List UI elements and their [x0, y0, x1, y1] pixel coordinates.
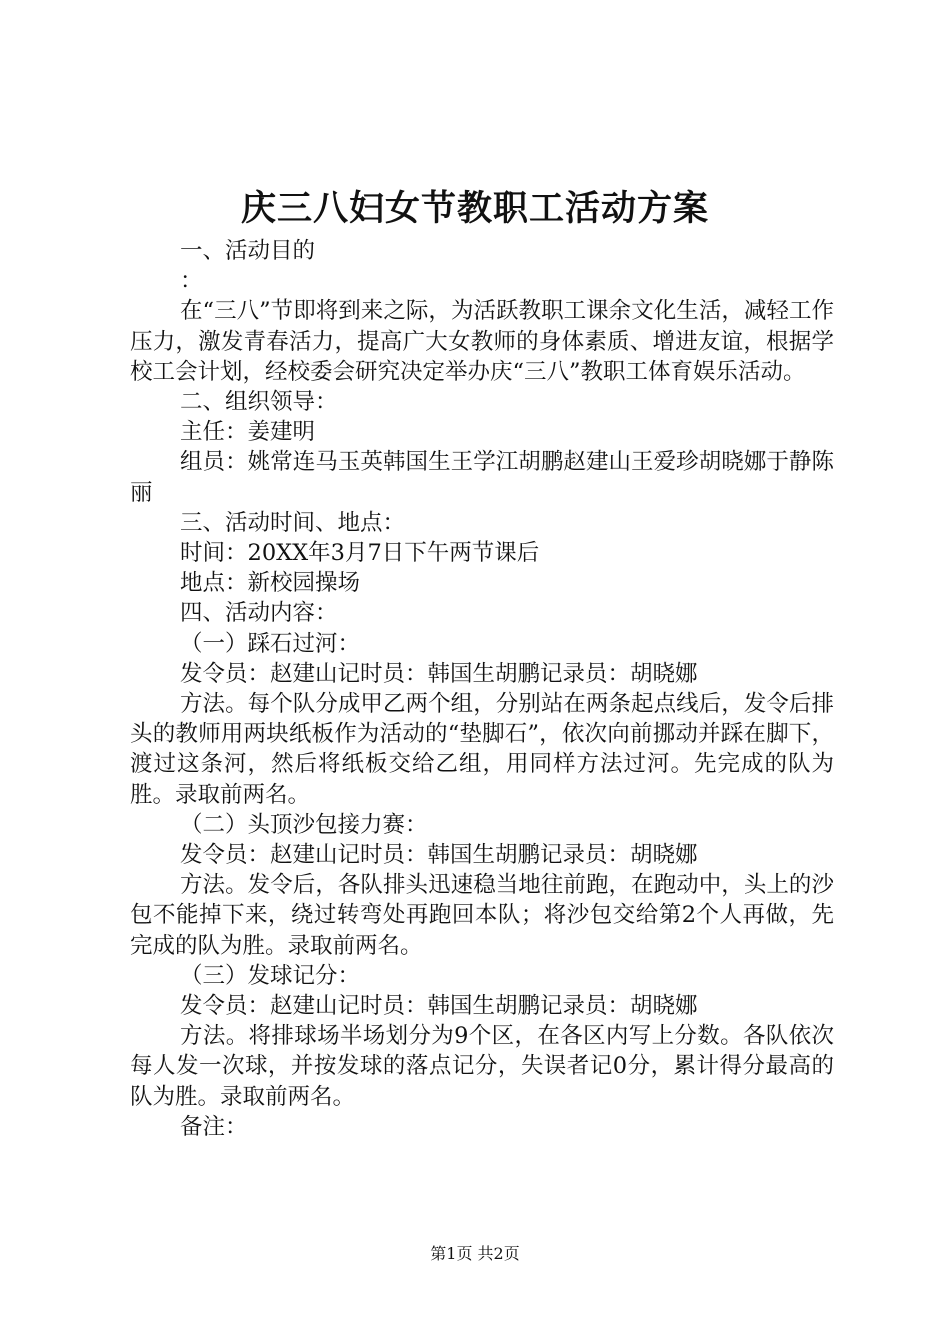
paragraph: 方法。每个队分成甲乙两个组，分别站在两条起点线后，发令后排头的教师用两块纸板作为活动的“垫脚石”，依次向前挪动并踩在脚下，渡过这条河，然后将纸板交给乙组，用同样方法过河。先完成的队为胜。录取前两名。	[130, 691, 834, 808]
section-heading: 一、活动目的	[180, 238, 316, 264]
subsection-heading: （二）头顶沙包接力赛：	[180, 811, 428, 838]
paragraph: 时间：20XX年3月7日下午两节课后	[180, 540, 540, 567]
document-body	[130, 236, 834, 1142]
paragraph: 组员：姚常连马玉英韩国生王学江胡鹏赵建山王爱珍胡晓娜于静陈丽	[130, 449, 834, 506]
section-heading: 二、组织领导：	[180, 389, 338, 416]
document-title: 庆三八妇女节教职工活动方案	[240, 188, 709, 229]
paragraph: 地点：新校园操场	[180, 570, 361, 597]
paragraph: 发令员：赵建山记时员：韩国生胡鹏记录员：胡晓娜	[180, 993, 698, 1020]
paragraph: 方法。发令后，各队排头迅速稳当地往前跑，在跑动中，头上的沙包不能掉下来，绕过转弯处再跑回本队；将沙包交给第2个人再做，先完成的队为胜。录取前两名。	[130, 872, 834, 959]
subsection-heading: （三）发球记分：	[180, 962, 361, 989]
paragraph: ：	[180, 268, 203, 295]
paragraph: 主任：姜建明	[180, 419, 316, 446]
paragraph: 备注：	[180, 1113, 248, 1140]
section-heading: 三、活动时间、地点：	[180, 509, 406, 536]
paragraph: 发令员：赵建山记时员：韩国生胡鹏记录员：胡晓娜	[180, 660, 698, 687]
paragraph: 在“三八”节即将到来之际，为活跃教职工课余文化生活，减轻工作压力，激发青春活力，提高广大女教师的身体素质、增进友谊，根据学校工会计划，经校委会研究决定举办庆“三八”教职工体育娱乐活动。	[130, 298, 834, 385]
subsection-heading: （一）踩石过河：	[180, 630, 361, 657]
section-heading: 四、活动内容：	[180, 600, 338, 627]
paragraph: 发令员：赵建山记时员：韩国生胡鹏记录员：胡晓娜	[180, 842, 698, 869]
page-number: 第1页 共2页	[430, 1244, 520, 1263]
paragraph: 方法。将排球场半场划分为9个区，在各区内写上分数。各队依次每人发一次球，并按发球的落点记分，失误者记0分，累计得分最高的队为胜。录取前两名。	[130, 1023, 834, 1110]
